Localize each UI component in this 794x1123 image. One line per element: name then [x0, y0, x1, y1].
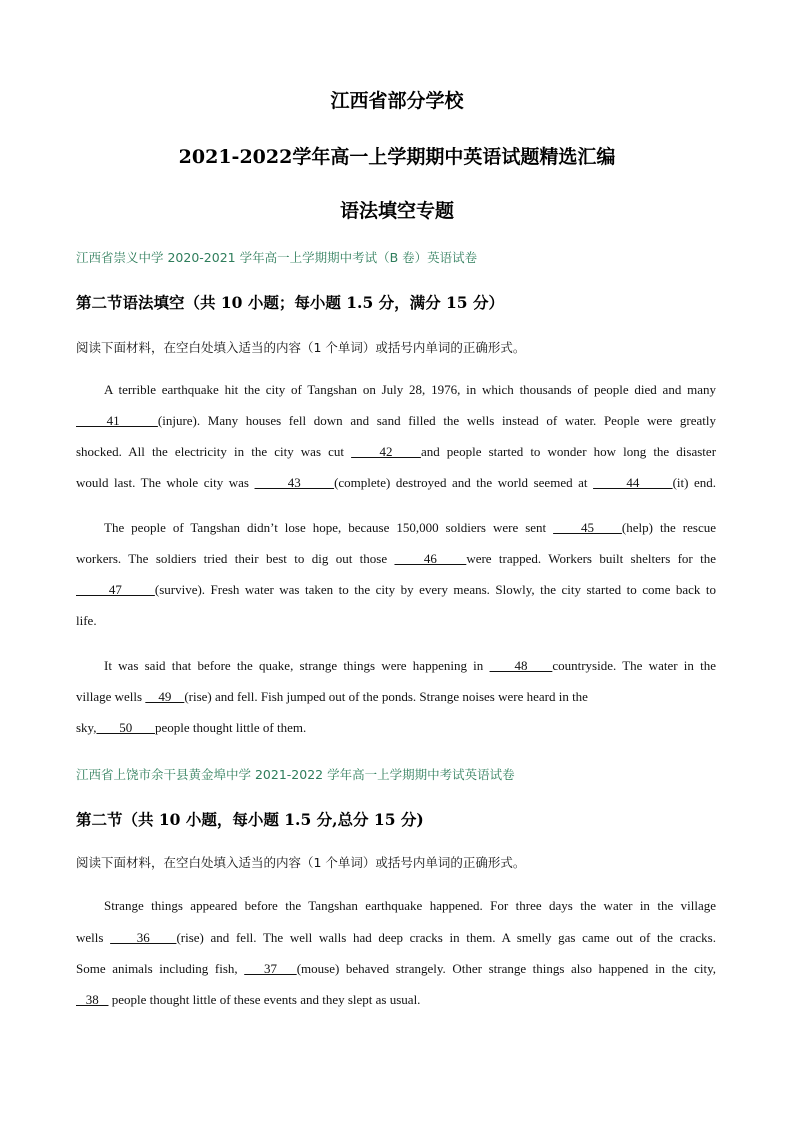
blank-37: 37	[244, 961, 297, 976]
s1-p2-line2: workers. The soldiers tried their best to dig out those 46 were trapped. Workers built shelters for the	[76, 551, 717, 566]
blank-49: 49	[145, 689, 185, 704]
section1-source: 江西省崇义中学 2020-2021 学年高一上学期期中考试（B 卷）英语试卷	[76, 250, 478, 265]
section2-source: 江西省上饶市余干县黄金埠中学 2021-2022 学年高一上学期期中考试英语试卷	[76, 767, 515, 782]
blank-36: 36	[110, 930, 177, 945]
s1-p2-line1: The people of Tangshan didn’t lose hope, because 150,000 soldiers were sent 45 (help) the rescue	[104, 520, 716, 535]
blank-50: 50	[96, 720, 155, 735]
blank-41: 41	[76, 413, 158, 428]
section1-instruction: 阅读下面材料，在空白处填入适当的内容（1 个单词）或括号内单词的正确形式。	[76, 340, 526, 355]
section1-heading: 第二节语法填空（共 10 小题；每小题 1.5 分，满分 15 分）	[76, 293, 504, 312]
s1-p1-line2: 41 (injure). Many houses fell down and sand filled the wells instead of water. People were greatly	[76, 413, 716, 428]
blank-46: 46	[394, 551, 467, 566]
blank-42: 42	[351, 444, 421, 459]
s2-p1-line4: 38 people thought little of these events and they slept as usual.	[76, 992, 421, 1007]
s1-p2-line4: life.	[76, 613, 97, 628]
s2-p1-line3: Some animals including fish, 37 (mouse) behaved strangely. Other strange things also happened in the city,	[76, 961, 716, 976]
doc-title: 江西省部分学校	[330, 90, 464, 112]
s2-p1-line1: Strange things appeared before the Tangshan earthquake happened. For three days the water in the village	[104, 898, 716, 913]
blank-48: 48	[489, 658, 553, 673]
section2-heading: 第二节（共 10 小题，每小题 1.5 分,总分 15 分)	[76, 810, 424, 829]
s1-p3-line3: sky, 50 people thought little of them.	[76, 720, 307, 735]
doc-topic: 语法填空专题	[339, 200, 454, 222]
s1-p2-line3: 47 (survive). Fresh water was taken to the city by every means. Slowly, the city started to come back to	[76, 582, 717, 597]
blank-45: 45	[553, 520, 622, 535]
blank-47: 47	[76, 582, 155, 597]
doc-subtitle: 2021-2022学年高一上学期期中英语试题精选汇编	[178, 146, 616, 168]
s2-p1-line2: wells 36 (rise) and fell. The well walls had deep cracks in them. A smelly gas came out of the cracks.	[76, 930, 716, 945]
s1-p1-line1: A terrible earthquake hit the city of Tangshan on July 28, 1976, in which thousands of people died and many	[104, 382, 716, 397]
section2-instruction: 阅读下面材料，在空白处填入适当的内容（1 个单词）或括号内单词的正确形式。	[76, 855, 526, 870]
blank-38: 38	[76, 992, 109, 1007]
blank-44: 44	[593, 475, 673, 490]
s1-p1-line3: shocked. All the electricity in the city was cut 42 and people started to wonder how long the disaster	[76, 444, 717, 459]
s1-p3-line2: village wells 49 (rise) and fell. Fish jumped out of the ponds. Strange noises were heard in the	[76, 689, 588, 704]
s1-p3-line1: It was said that before the quake, strange things were happening in 48 countryside. The water in the	[104, 658, 716, 673]
blank-43: 43	[254, 475, 335, 490]
s1-p1-line4: would last. The whole city was 43 (complete) destroyed and the world seemed at 44 (it) end.	[76, 475, 717, 490]
